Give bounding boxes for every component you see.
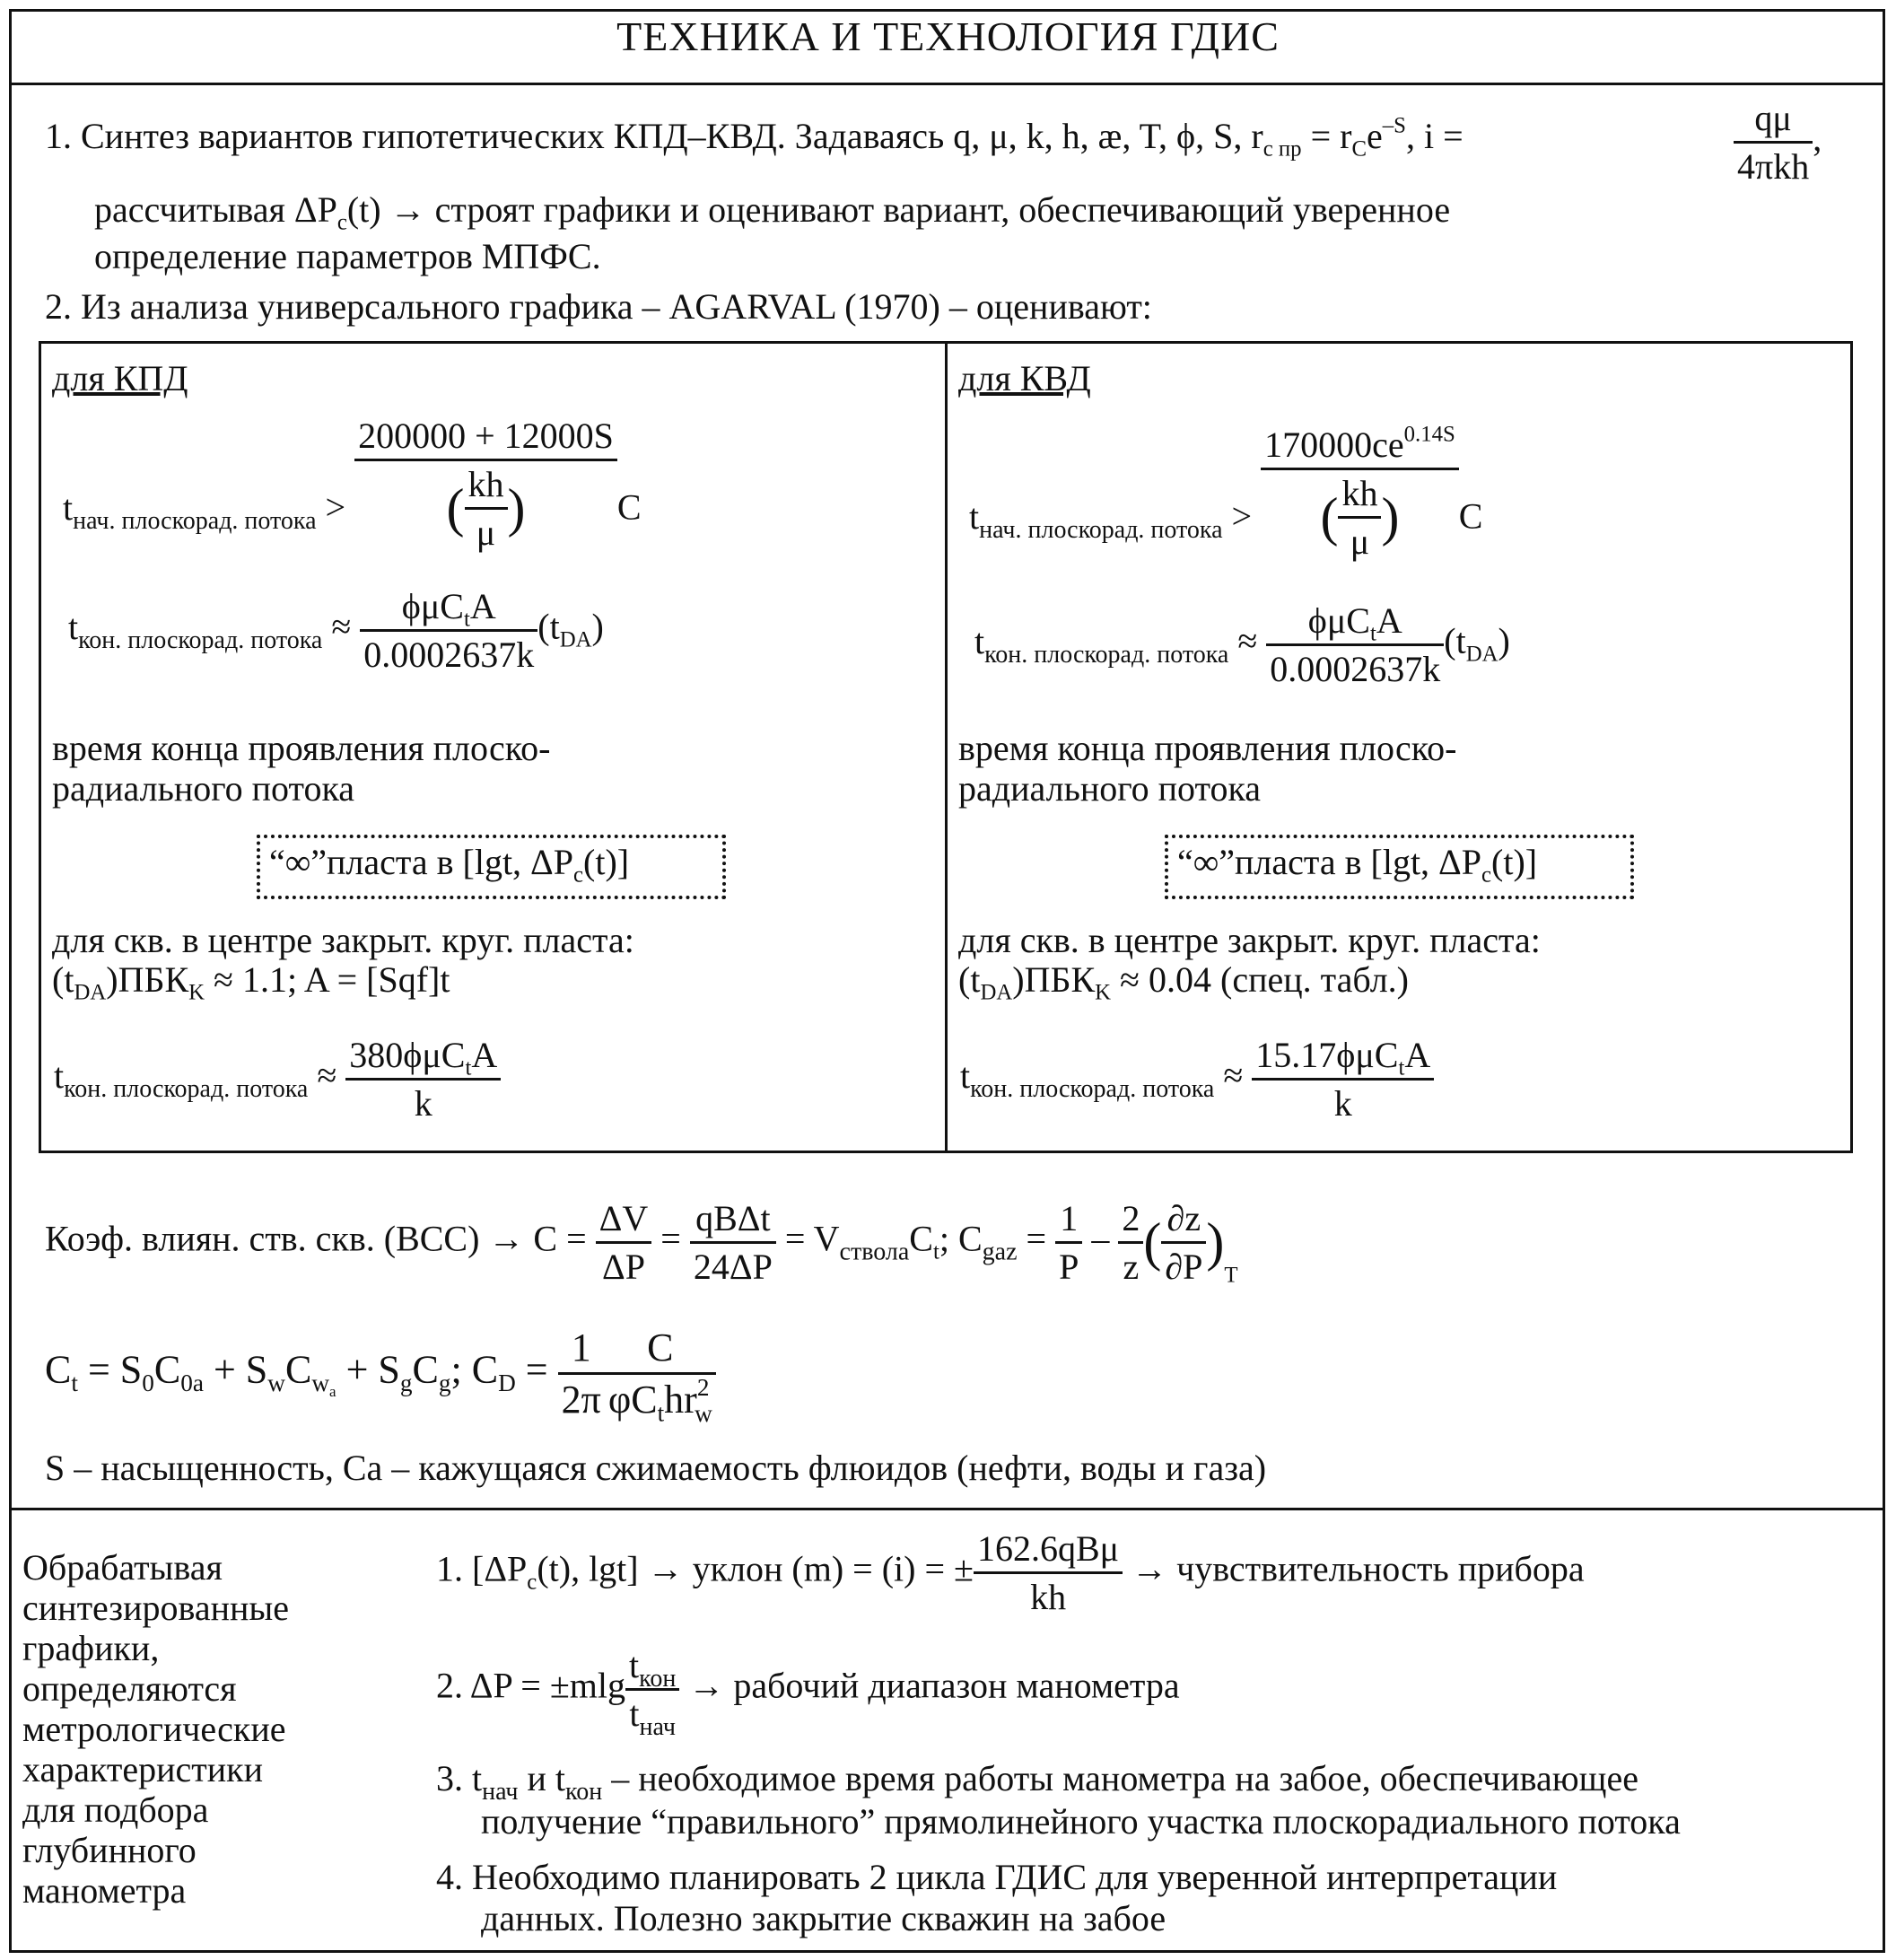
right-t-end2-formula: $t_{кон. плоскорад. потока}$ ≈ $\frac{15.17\phi\mu C_tA}{k}$ (960, 1034, 1434, 1124)
right-t-end-formula: $t_{кон. плоскорад. потока}$ ≈ $\frac{\phi\mu C_tA}{0.0002637k}$ $(t_{DA})$ (974, 600, 1510, 689)
left-closed1: для скв. в центре закрыт. круг. пласта: (52, 920, 634, 960)
left-closed2: $(t_{DA})ПБК_K \approx 1.1$; A = [Sqf]t (52, 959, 450, 1005)
left-t-end-formula: $t_{кон. плоскорад. потока}$ ≈ $\frac{\phi\mu C_tA}{0.0002637k}$ $(t_{DA})$ (68, 586, 604, 675)
right-closed2: $(t_{DA})ПБК_K \approx 0.04$ (спец. табл.) (958, 959, 1409, 1005)
left-text1: время конца проявления плоско- (52, 728, 551, 768)
bottom-point3-line1: 3. $t_{нач}$ и $t_{кон}$ – необходимое время работы манометра на забое, обеспечивающее (436, 1758, 1638, 1806)
bottom-point4-line1: 4. Необходимо планировать 2 цикла ГДИС для уверенной интерпретации (436, 1857, 1558, 1897)
ct-formula: $C_t = S_0C_{0a} + S_wC_{w_a} + S_gC_g$; $C_D$ = $\frac{1}{2\pi}$ $\frac{C}{\varphi C_thr^2_w}$ (45, 1325, 716, 1422)
item1-line3: определение параметров МПФС. (94, 236, 601, 276)
right-closed1: для скв. в центре закрыт. круг. пласта: (958, 920, 1541, 960)
wbs-formula: Коэф. влиян. ств. скв. (ВСС) → C = $\frac{\Delta V}{\Delta P}$ = $\frac{\text{qBΔt}}{24\Delta P}$ = $V_{ствола}C_t$; $C_{gaz}$ = $\frac{1}{P}$ – $\frac{2}{z}$ ( $\frac{\partial z}{\partial P}$ )$_T$ (45, 1198, 1238, 1288)
saturation-text: S – насыщенность, Ca – кажущаяся сжимаемость флюидов (нефти, воды и газа) (45, 1448, 1267, 1488)
table-divider (945, 341, 948, 1153)
item1-line2: рассчитывая $\Delta P_c(t)$ → строят графики и оценивают вариант, обеспечивающий уверенное (94, 189, 1451, 235)
left-text2: радиального потока (52, 768, 355, 809)
bottom-point2: 2. ΔP = ±mlg $\frac{t_{кон}}{t_{нач}}$ → рабочий диапазон манометра (436, 1645, 1180, 1741)
item2-text: 2. Из анализа универсального графика – AGARVAL (1970) – оценивают: (45, 286, 1152, 327)
right-text2: радиального потока (958, 768, 1262, 809)
bottom-point3-line2: получение “правильного” прямолинейного участка плоскорадиального потока (481, 1801, 1681, 1842)
right-infinity-text: “∞”пласта в [lgt, $\Delta P_c(t)$] (1177, 842, 1538, 888)
page-title: ТЕХНИКА И ТЕХНОЛОГИЯ ГДИС (616, 13, 1280, 59)
title-divider (9, 83, 1885, 85)
bottom-divider (9, 1508, 1885, 1510)
right-t-start-formula: $t_{нач. плоскорад. потока}$ > $170000ce^{0.14S}$ ( $\frac{kh}{\mu}$ ) C (969, 422, 1483, 562)
bottom-point1: 1. [$\Delta P_c(t)$, lgt] → уклон (m) = (i) = ± $\frac{\text{162.6qBμ}}{kh}$ → чувствительность прибора (436, 1528, 1585, 1617)
item1-line1: 1. Синтез вариантов гипотетических КПД–КВД. Задаваясь q, μ, k, h, æ, T, ϕ, S, $r_{с пр} = r_Ce^{-S}$, i = (45, 113, 1464, 162)
right-text1: время конца проявления плоско- (958, 728, 1457, 768)
left-t-end2-formula: $t_{кон. плоскорад. потока}$ ≈ $\frac{380\phi\mu C_tA}{k}$ (54, 1034, 501, 1124)
left-t-start-formula: $t_{нач. плоскорад. потока}$ > 200000 + 12000S ( $\frac{kh}{\mu}$ ) C (63, 416, 642, 553)
left-infinity-text: “∞”пласта в [lgt, $\Delta P_c(t)$] (269, 842, 630, 888)
right-header: для КВД (958, 358, 1091, 398)
bottom-point4-line2: данных. Полезно закрытие скважин на забое (481, 1898, 1166, 1938)
bottom-left-text: Обрабатывая синтезированные графики, определяются метрологические характеристики для подбора глубинного манометра (22, 1547, 290, 1911)
item1-fraction: $\frac{q\mu}{\text{4πkh}}$ , (1734, 97, 1822, 188)
left-header: для КПД (52, 358, 188, 398)
